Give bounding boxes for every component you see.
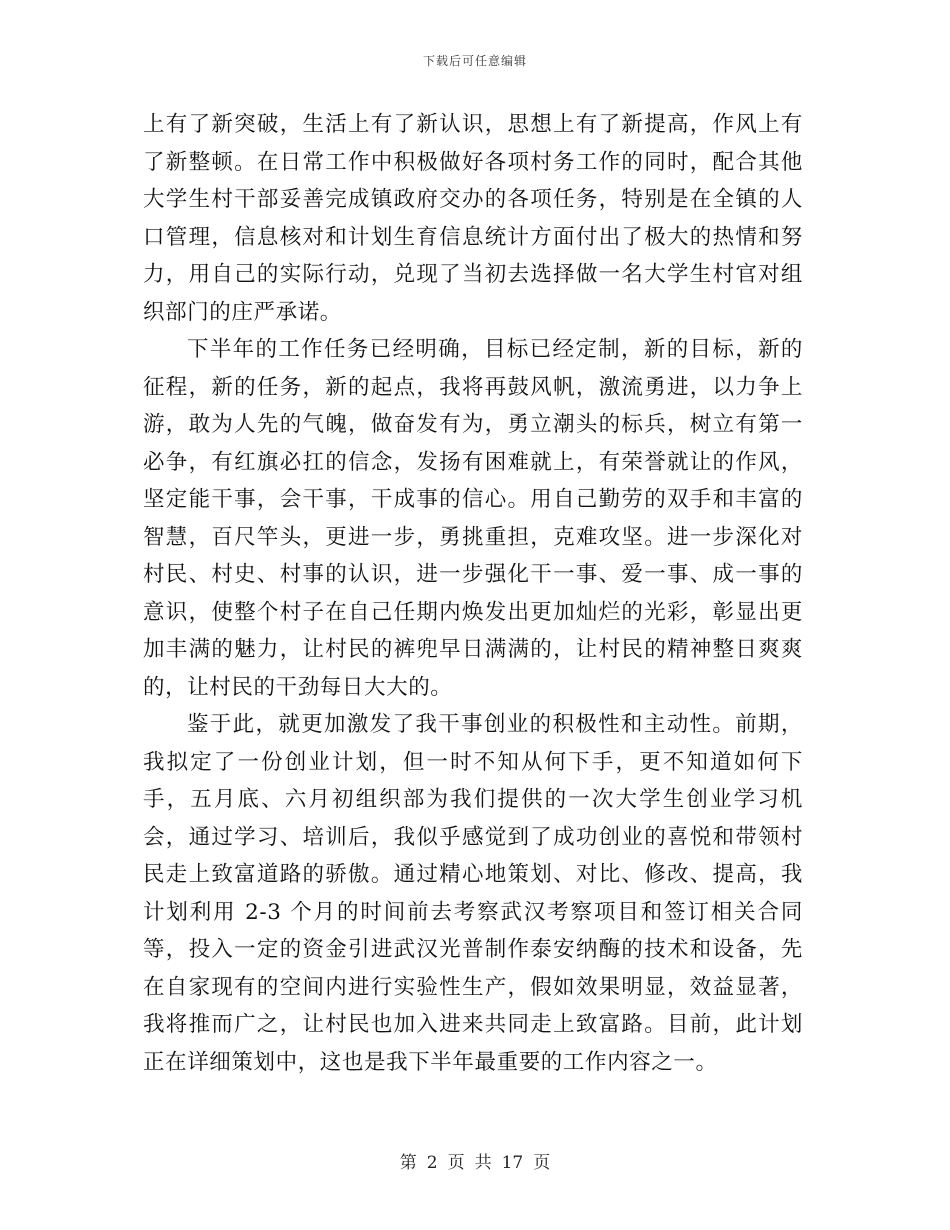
total-pages: 17: [501, 1153, 524, 1173]
page-header: 下载后可任意编辑: [422, 54, 527, 68]
page-label: 第: [399, 1153, 417, 1173]
page-number: 2: [426, 1153, 438, 1173]
total-unit: 页: [533, 1153, 551, 1173]
document-body: [143, 106, 803, 1081]
paragraph-3: 鉴于此，就更加激发了我干事创业的积极性和主动性。前期，我拟定了一份创业计划，但一时不知从何下手，更不知道如何下手，五月底、六月初组织部为我们提供的一次大学生创业学习机会，通过学习、培训后，我似乎感觉到了成功创业的喜悦和带领村民走上致富道路的骄傲。通过精心地策划、对比、修改、提高，我计划利用 2-3 个月的时间前去考察武汉考察项目和签订相关合同等，投入一定的资金引进武汉光普制作泰安纳酶的技术和设备，先在自家现有的空间内进行实验性生产，假如效果明显，效益显著，我将推而广之，让村民也加入进来共同走上致富路。目前，此计划正在详细策划中，这也是我下半年最重要的工作内容之一。: [143, 712, 803, 1075]
page-footer: [0, 1148, 950, 1173]
paragraph-2: 下半年的工作任务已经明确，目标已经定制，新的目标，新的征程，新的任务，新的起点，我将再鼓风帆，激流勇进，以力争上游，敢为人先的气魄，做奋发有为，勇立潮头的标兵，树立有第一必争，有红旗必扛的信念，发扬有困难就上，有荣誉就让的作风，坚定能干事，会干事，干成事的信心。用自己勤劳的双手和丰富的智慧，百尺竿头，更进一步，勇挑重担，克难攻坚。进一步深化对村民、村史、村事的认识，进一步强化干一事、爱一事、成一事的意识，使整个村子在自己任期内焕发出更加灿烂的光彩，彰显出更加丰满的魅力，让村民的裤兜早日满满的，让村民的精神整日爽爽的，让村民的干劲每日大大的。: [143, 337, 803, 700]
total-label: 共: [474, 1153, 492, 1173]
paragraph-1: 上有了新突破，生活上有了新认识，思想上有了新提高，作风上有了新整顿。在日常工作中积极做好各项村务工作的同时，配合其他大学生村干部妥善完成镇政府交办的各项任务，特别是在全镇的人口管理，信息核对和计划生育信息统计方面付出了极大的热情和努力，用自己的实际行动，兑现了当初去选择做一名大学生村官对组织部门的庄严承诺。: [143, 112, 803, 325]
page-unit: 页: [447, 1153, 465, 1173]
